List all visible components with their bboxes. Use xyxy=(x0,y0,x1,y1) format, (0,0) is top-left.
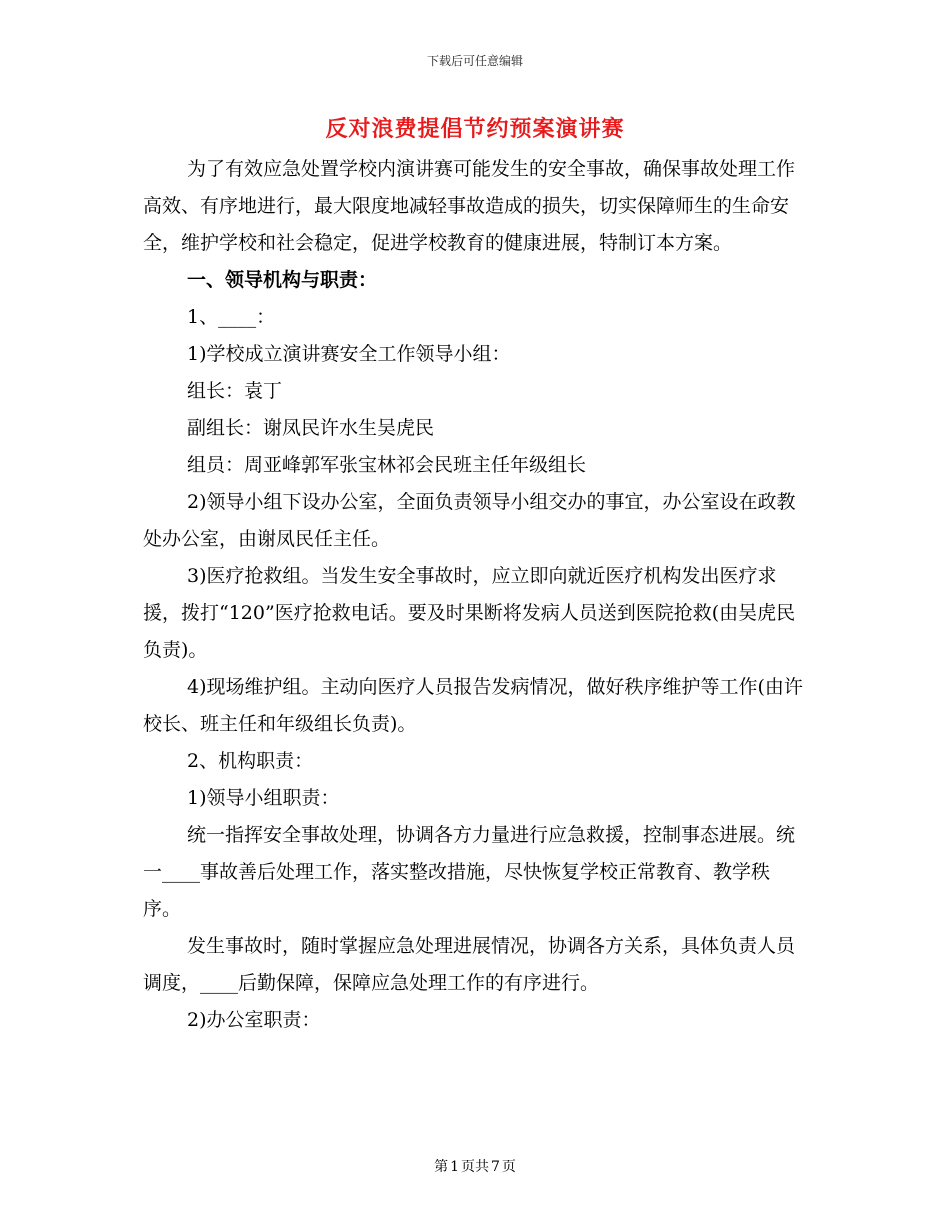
subsection-2: 2、机构职责： xyxy=(187,750,314,772)
document-title: 反对浪费提倡节约预案演讲赛 xyxy=(325,116,625,142)
intro-paragraph: 为了有效应急处置学校内演讲赛可能发生的安全事故，确保事故处理工作高效、有序地进行，最大限度地减轻事故造成的损失，切实保障师生的生命安全，维护学校和社会稳定，促进学校教育的健康进展，特制订本方案。 xyxy=(143,158,796,254)
subsection-1: 1、____： xyxy=(187,306,276,328)
footer-total-pages: 7 xyxy=(491,1159,500,1175)
group-members: 组员：周亚峰郭军张宝林祁会民班主任年级组长 xyxy=(187,454,587,476)
item-leadership-duties: 1)领导小组职责： xyxy=(187,787,340,809)
page-footer xyxy=(0,1156,950,1176)
item-leadership-group: 1)学校成立演讲赛安全工作领导小组： xyxy=(187,343,511,365)
duties-paragraph-2: 发生事故时，随时掌握应急处理进展情况，协调各方关系，具体负责人员调度，____后勤保障，保障应急处理工作的有序进行。 xyxy=(143,935,796,994)
footer-page-number: 1 xyxy=(450,1159,459,1175)
section-heading-leadership: 一、领导机构与职责： xyxy=(187,269,378,291)
item-office: 2)领导小组下设办公室，全面负责领导小组交办的事宜，办公室设在政教处办公室，由谢凤民任主任。 xyxy=(143,491,796,550)
footer-middle: 页共 xyxy=(461,1159,489,1175)
footer-prefix: 第 xyxy=(434,1159,449,1175)
item-office-duties: 2)办公室职责： xyxy=(187,1009,321,1031)
duties-paragraph-1: 统一指挥安全事故处理，协调各方力量进行应急救援，控制事态进展。统一____事故善后处理工作，落实整改措施，尽快恢复学校正常教育、教学秩序。 xyxy=(143,824,796,920)
item-site-maintenance: 4)现场维护组。主动向医疗人员报告发病情况，做好秩序维护等工作(由许校长、班主任和年级组长负责)。 xyxy=(143,676,803,735)
group-leader: 组长：袁丁 xyxy=(187,380,283,402)
footer-suffix: 页 xyxy=(501,1159,516,1175)
item-medical-rescue: 3)医疗抢救组。当发生安全事故时，应立即向就近医疗机构发出医疗求援，拨打“120”医疗抢救电话。要及时果断将发病人员送到医院抢救(由吴虎民负责)。 xyxy=(143,565,796,661)
header-note: 下载后可任意编辑 xyxy=(426,54,523,68)
deputy-group-leader: 副组长：谢凤民许水生吴虎民 xyxy=(187,417,435,439)
document-body xyxy=(143,151,807,1039)
